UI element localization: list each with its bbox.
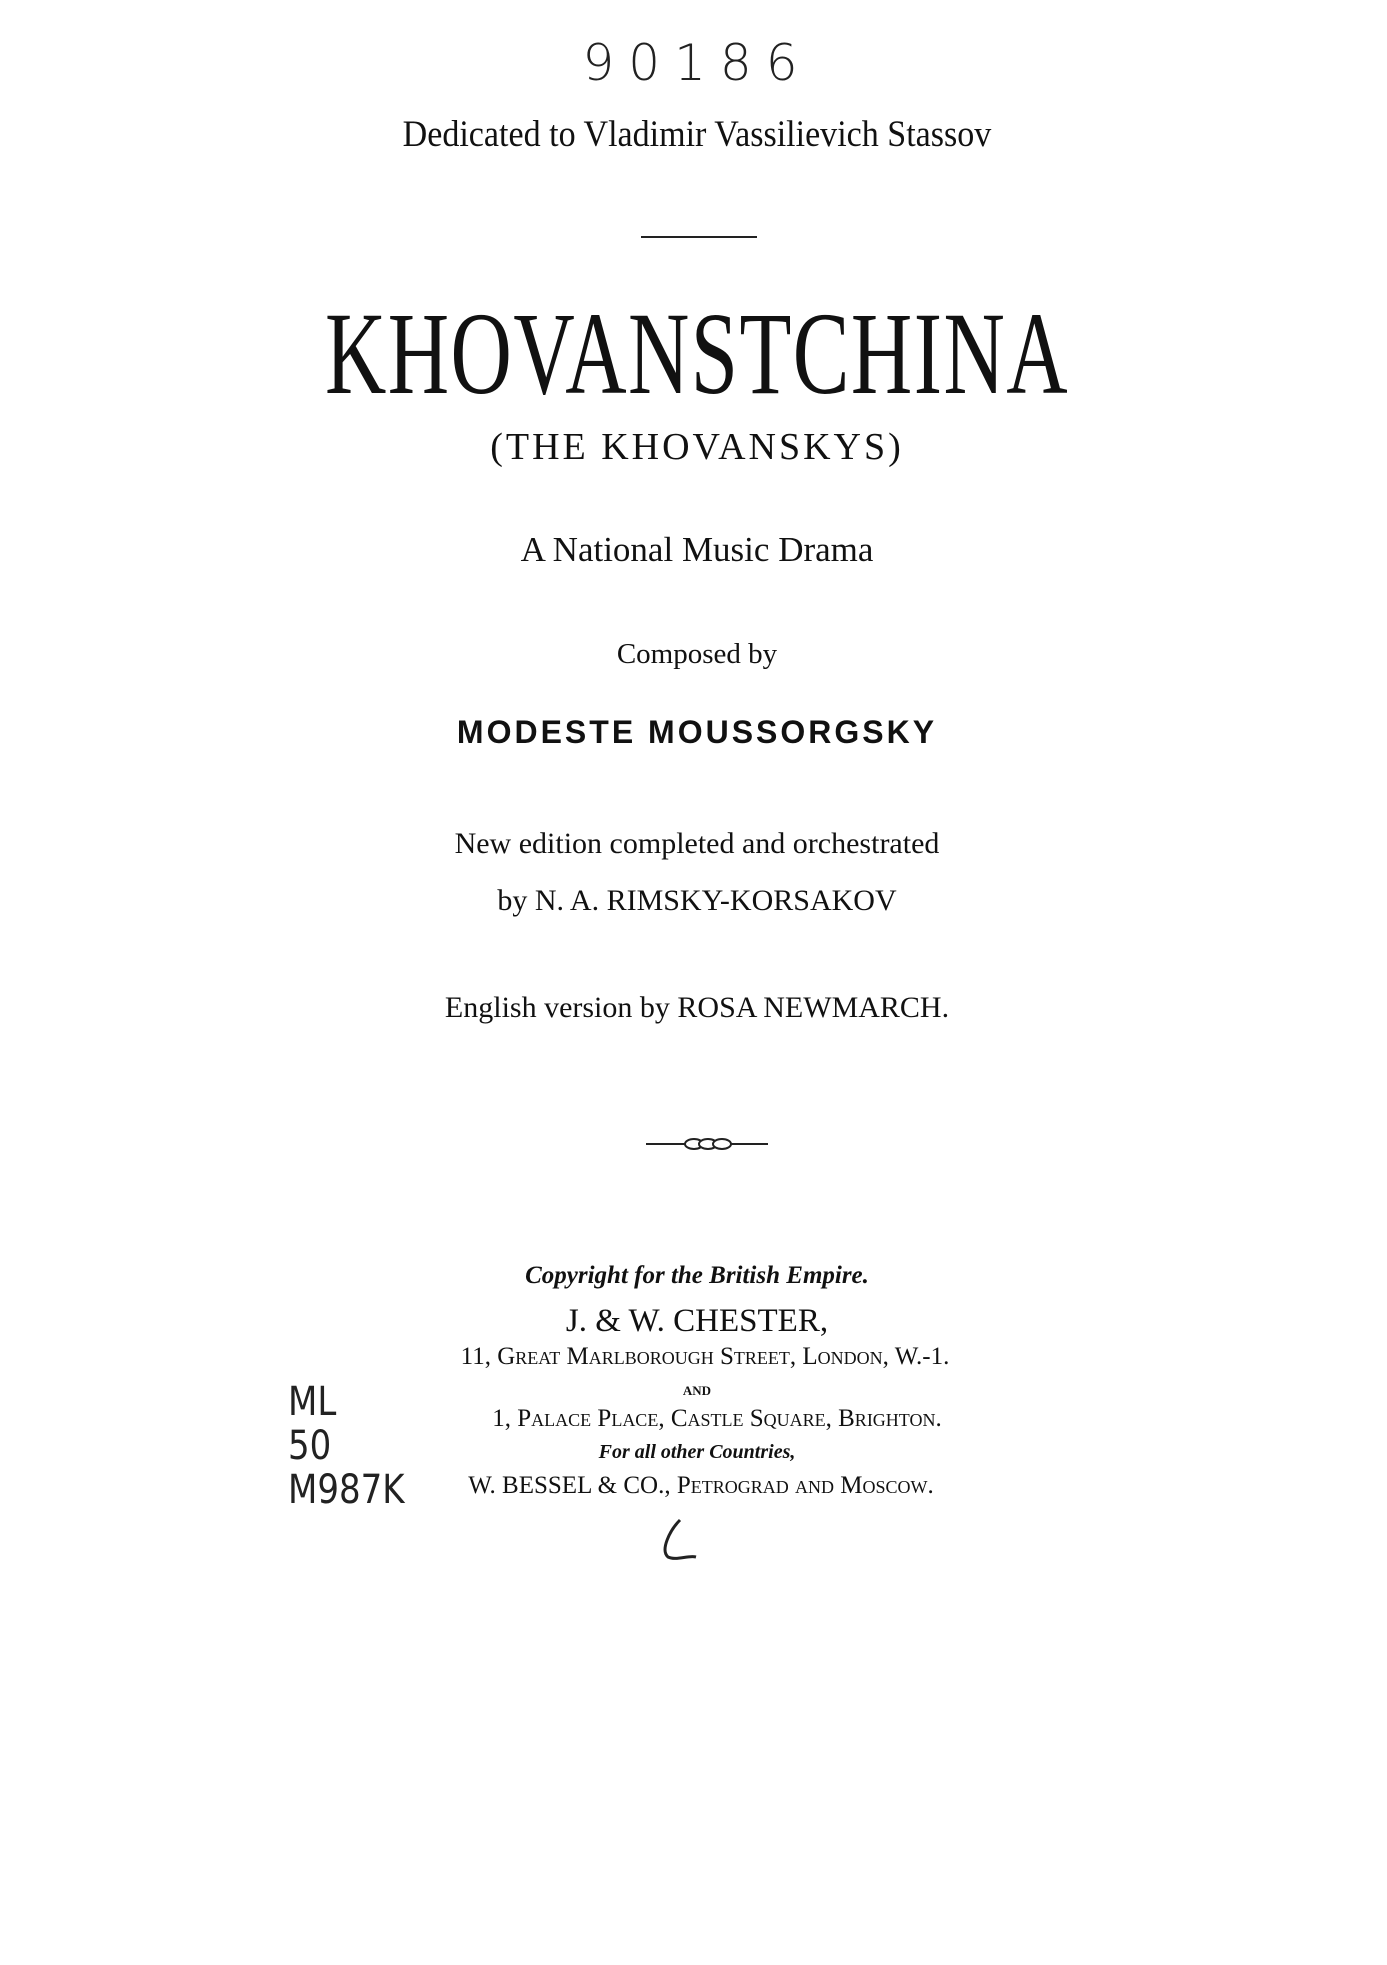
genre: A National Music Drama: [520, 530, 874, 569]
composed-by-label: Composed by: [616, 638, 778, 670]
edition-line-2: by N. A. RIMSKY-KORSAKOV: [497, 884, 897, 917]
publisher-address-brighton: 1, Palace Place, Castle Square, Brighton.: [492, 1405, 942, 1432]
publisher-address-london: 11, Great Marlborough Street, London, W.-1.: [460, 1343, 950, 1370]
and-label: AND: [682, 1383, 712, 1398]
accession-number: 90186: [582, 34, 812, 92]
ornament-divider: [646, 1135, 768, 1153]
call-number-line: 50: [288, 1423, 332, 1469]
library-call-number: [288, 1380, 405, 1512]
publisher-name: J. & W. CHESTER,: [565, 1303, 829, 1339]
subtitle: (THE KHOVANSKYS): [490, 426, 904, 468]
english-version: English version by ROSA NEWMARCH.: [444, 991, 950, 1024]
other-countries-label: For all other Countries,: [598, 1441, 796, 1463]
handwritten-mark: [650, 1515, 710, 1565]
edition-line-1: New edition completed and orchestrated: [454, 827, 940, 860]
copyright-notice: Copyright for the British Empire.: [525, 1262, 869, 1289]
dedication: Dedicated to Vladimir Vassilievich Stassov: [402, 114, 992, 155]
other-publisher: W. BESSEL & CO., Petrograd and Moscow.: [468, 1472, 934, 1499]
divider-rule: [641, 236, 757, 238]
composer: MODESTE MOUSSORGSKY: [456, 714, 938, 750]
title: KHOVANSTCHINA: [324, 288, 1070, 419]
call-number-line: ML: [288, 1379, 337, 1425]
call-number-line: M987K: [288, 1467, 405, 1513]
